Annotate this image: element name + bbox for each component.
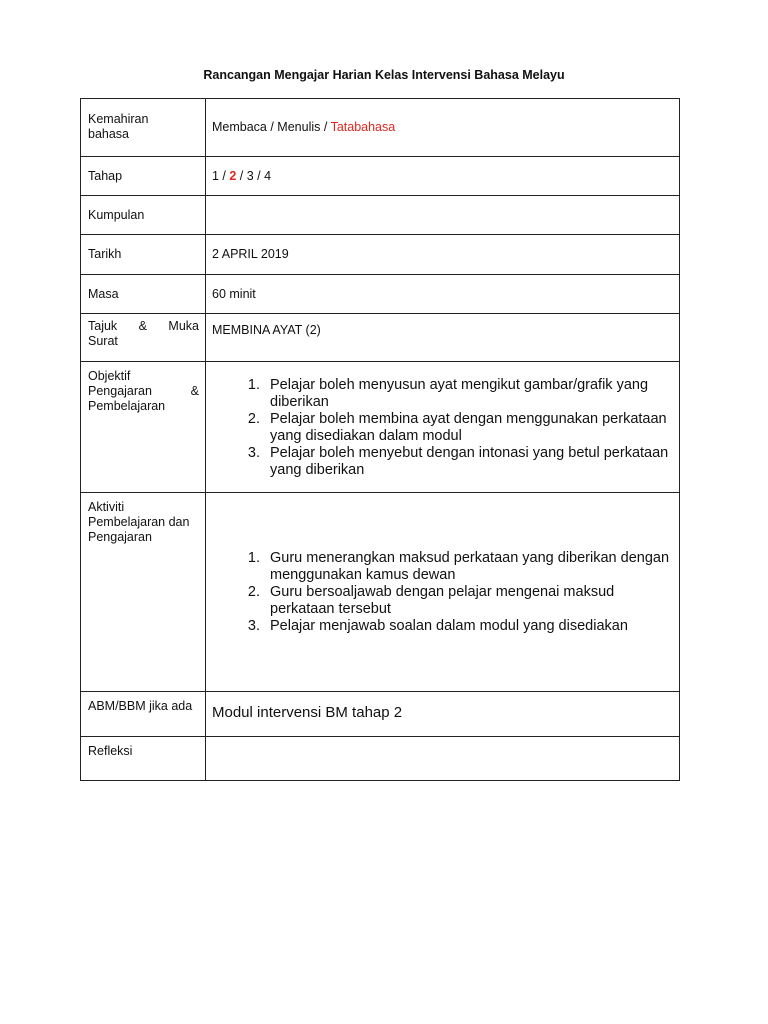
- row-kumpulan: [81, 196, 680, 235]
- row-label: Tajuk & Muka Surat: [88, 319, 199, 348]
- row-value: 1 / 2 / 3 / 4: [212, 169, 272, 183]
- list-item: 1. Guru menerangkan maksud perkataan yang diberikan dengan menggunakan kamus dewan: [264, 550, 671, 584]
- row-value: 60 minit: [212, 287, 256, 301]
- list-item: 2. Pelajar boleh membina ayat dengan menggunakan perkataan yang disediakan dalam modul: [264, 411, 671, 445]
- row-aktiviti: [81, 493, 680, 692]
- row-value: Modul intervensi BM tahap 2: [212, 704, 403, 721]
- row-tarikh: [81, 235, 680, 275]
- list-item: 1. Pelajar boleh menyusun ayat mengikut gambar/grafik yang diberikan: [264, 377, 671, 411]
- row-value: 2 APRIL 2019: [212, 247, 289, 261]
- row-tahap: [81, 157, 680, 196]
- row-refleksi: [81, 737, 680, 781]
- row-label: Kumpulan: [88, 208, 145, 222]
- row-label: Masa: [88, 287, 119, 301]
- row-label: Refleksi: [88, 744, 133, 758]
- row-label: Aktiviti Pembelajaran dan Pengajaran: [88, 500, 190, 544]
- row-masa: [81, 275, 680, 314]
- row-value: Membaca / Menulis / Tatabahasa: [212, 120, 396, 134]
- row-kemahiran: [81, 99, 680, 157]
- lesson-plan-table: [80, 98, 680, 781]
- list-item: 3. Pelajar menjawab soalan dalam modul yang disediakan: [264, 618, 671, 635]
- row-value: MEMBINA AYAT (2): [212, 323, 321, 337]
- row-label: Tarikh: [88, 247, 122, 261]
- page-title: Rancangan Mengajar Harian Kelas Intervensi Bahasa Melayu: [203, 68, 565, 82]
- row-abm: [81, 692, 680, 737]
- row-tajuk: [81, 314, 680, 362]
- list-item: 3. Pelajar boleh menyebut dengan intonasi yang betul perkataan yang diberikan: [264, 445, 671, 479]
- activity-list: [212, 550, 671, 635]
- highlight-text: 2: [229, 169, 237, 183]
- row-label: Tahap: [88, 169, 123, 183]
- list-item: 2. Guru bersoaljawab dengan pelajar mengenai maksud perkataan tersebut: [264, 584, 671, 618]
- objective-list: [212, 377, 671, 479]
- row-label: Kemahiran bahasa: [88, 112, 149, 141]
- row-label: Objektif Pengajaran & Pembelajaran: [88, 369, 199, 413]
- highlight-text: Tatabahasa: [330, 120, 396, 134]
- row-value: [206, 196, 679, 208]
- row-objektif: [81, 362, 680, 493]
- row-value: [206, 737, 679, 744]
- row-label: ABM/BBM jika ada: [88, 699, 193, 713]
